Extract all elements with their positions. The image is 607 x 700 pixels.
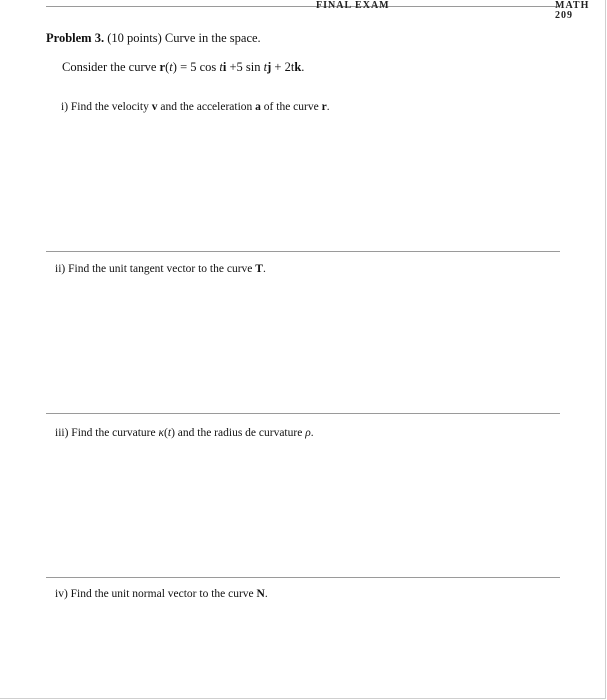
kappa-var-t: t: [167, 427, 172, 439]
intro-lead: Consider the curve: [62, 60, 157, 74]
unit-j: j: [267, 60, 272, 74]
answer-divider-3: [46, 577, 560, 578]
part-iv-question: [55, 588, 268, 600]
vector-r: r: [159, 60, 166, 74]
problem-label: Problem 3.: [46, 31, 105, 45]
part-iii-end: .: [310, 427, 314, 439]
part-i-mid: and the acceleration: [157, 101, 256, 113]
part-iii-mid: and the radius de curvature: [174, 427, 306, 439]
answer-divider-2: [46, 413, 560, 414]
answer-divider-1: [46, 251, 560, 252]
part-i-mid2: of the curve: [260, 101, 322, 113]
acceleration-symbol: a: [255, 101, 261, 113]
part-ii-label: ii): [55, 263, 66, 275]
curve-symbol: r: [321, 101, 327, 113]
part-ii-question: [55, 263, 266, 275]
part-iii-label: iii): [55, 427, 69, 439]
part-iii-question: [55, 427, 314, 439]
unit-k: k: [294, 60, 302, 74]
part-iv-label: iv): [55, 588, 68, 600]
velocity-symbol: v: [151, 101, 158, 113]
unit-i: i: [222, 60, 227, 74]
intro-end: .: [301, 60, 305, 74]
problem-heading: [46, 31, 261, 46]
header-right-text: MATH 209: [555, 0, 590, 21]
problem-topic: Curve in the space.: [164, 31, 261, 45]
intro-lparen: (: [165, 60, 170, 74]
intro-var-t: t: [169, 60, 173, 74]
intro-t2: t: [263, 60, 268, 74]
part-i-text: Find the velocity: [70, 101, 152, 113]
intro-plus1: +5 sin: [226, 60, 264, 74]
rho-symbol: ρ: [305, 427, 311, 439]
kappa-lparen: (: [164, 427, 168, 439]
kappa-symbol: κ: [158, 427, 165, 439]
part-ii-end: .: [262, 263, 266, 275]
intro-plus2: + 2t: [271, 60, 295, 74]
kappa-rparen: ): [171, 427, 175, 439]
intro-eq: = 5 cos: [176, 60, 220, 74]
header-rule: [46, 0, 590, 21]
intro-rparen: ): [172, 60, 177, 74]
part-i-question: [61, 101, 330, 113]
part-ii-text: Find the unit tangent vector to the curve: [68, 263, 256, 275]
intro-t1: t: [219, 60, 223, 74]
tangent-symbol: T: [255, 263, 263, 275]
part-i-end: .: [326, 101, 330, 113]
part-iv-text: Find the unit normal vector to the curve: [70, 588, 257, 600]
curve-definition: [62, 60, 304, 75]
part-iii-text: Find the curvature: [71, 427, 159, 439]
part-i-label: i): [61, 101, 69, 113]
problem-points: (10 points): [107, 31, 162, 45]
part-iv-end: .: [264, 588, 268, 600]
normal-symbol: N: [256, 588, 265, 600]
header-left-text: FINAL EXAM: [316, 0, 390, 11]
